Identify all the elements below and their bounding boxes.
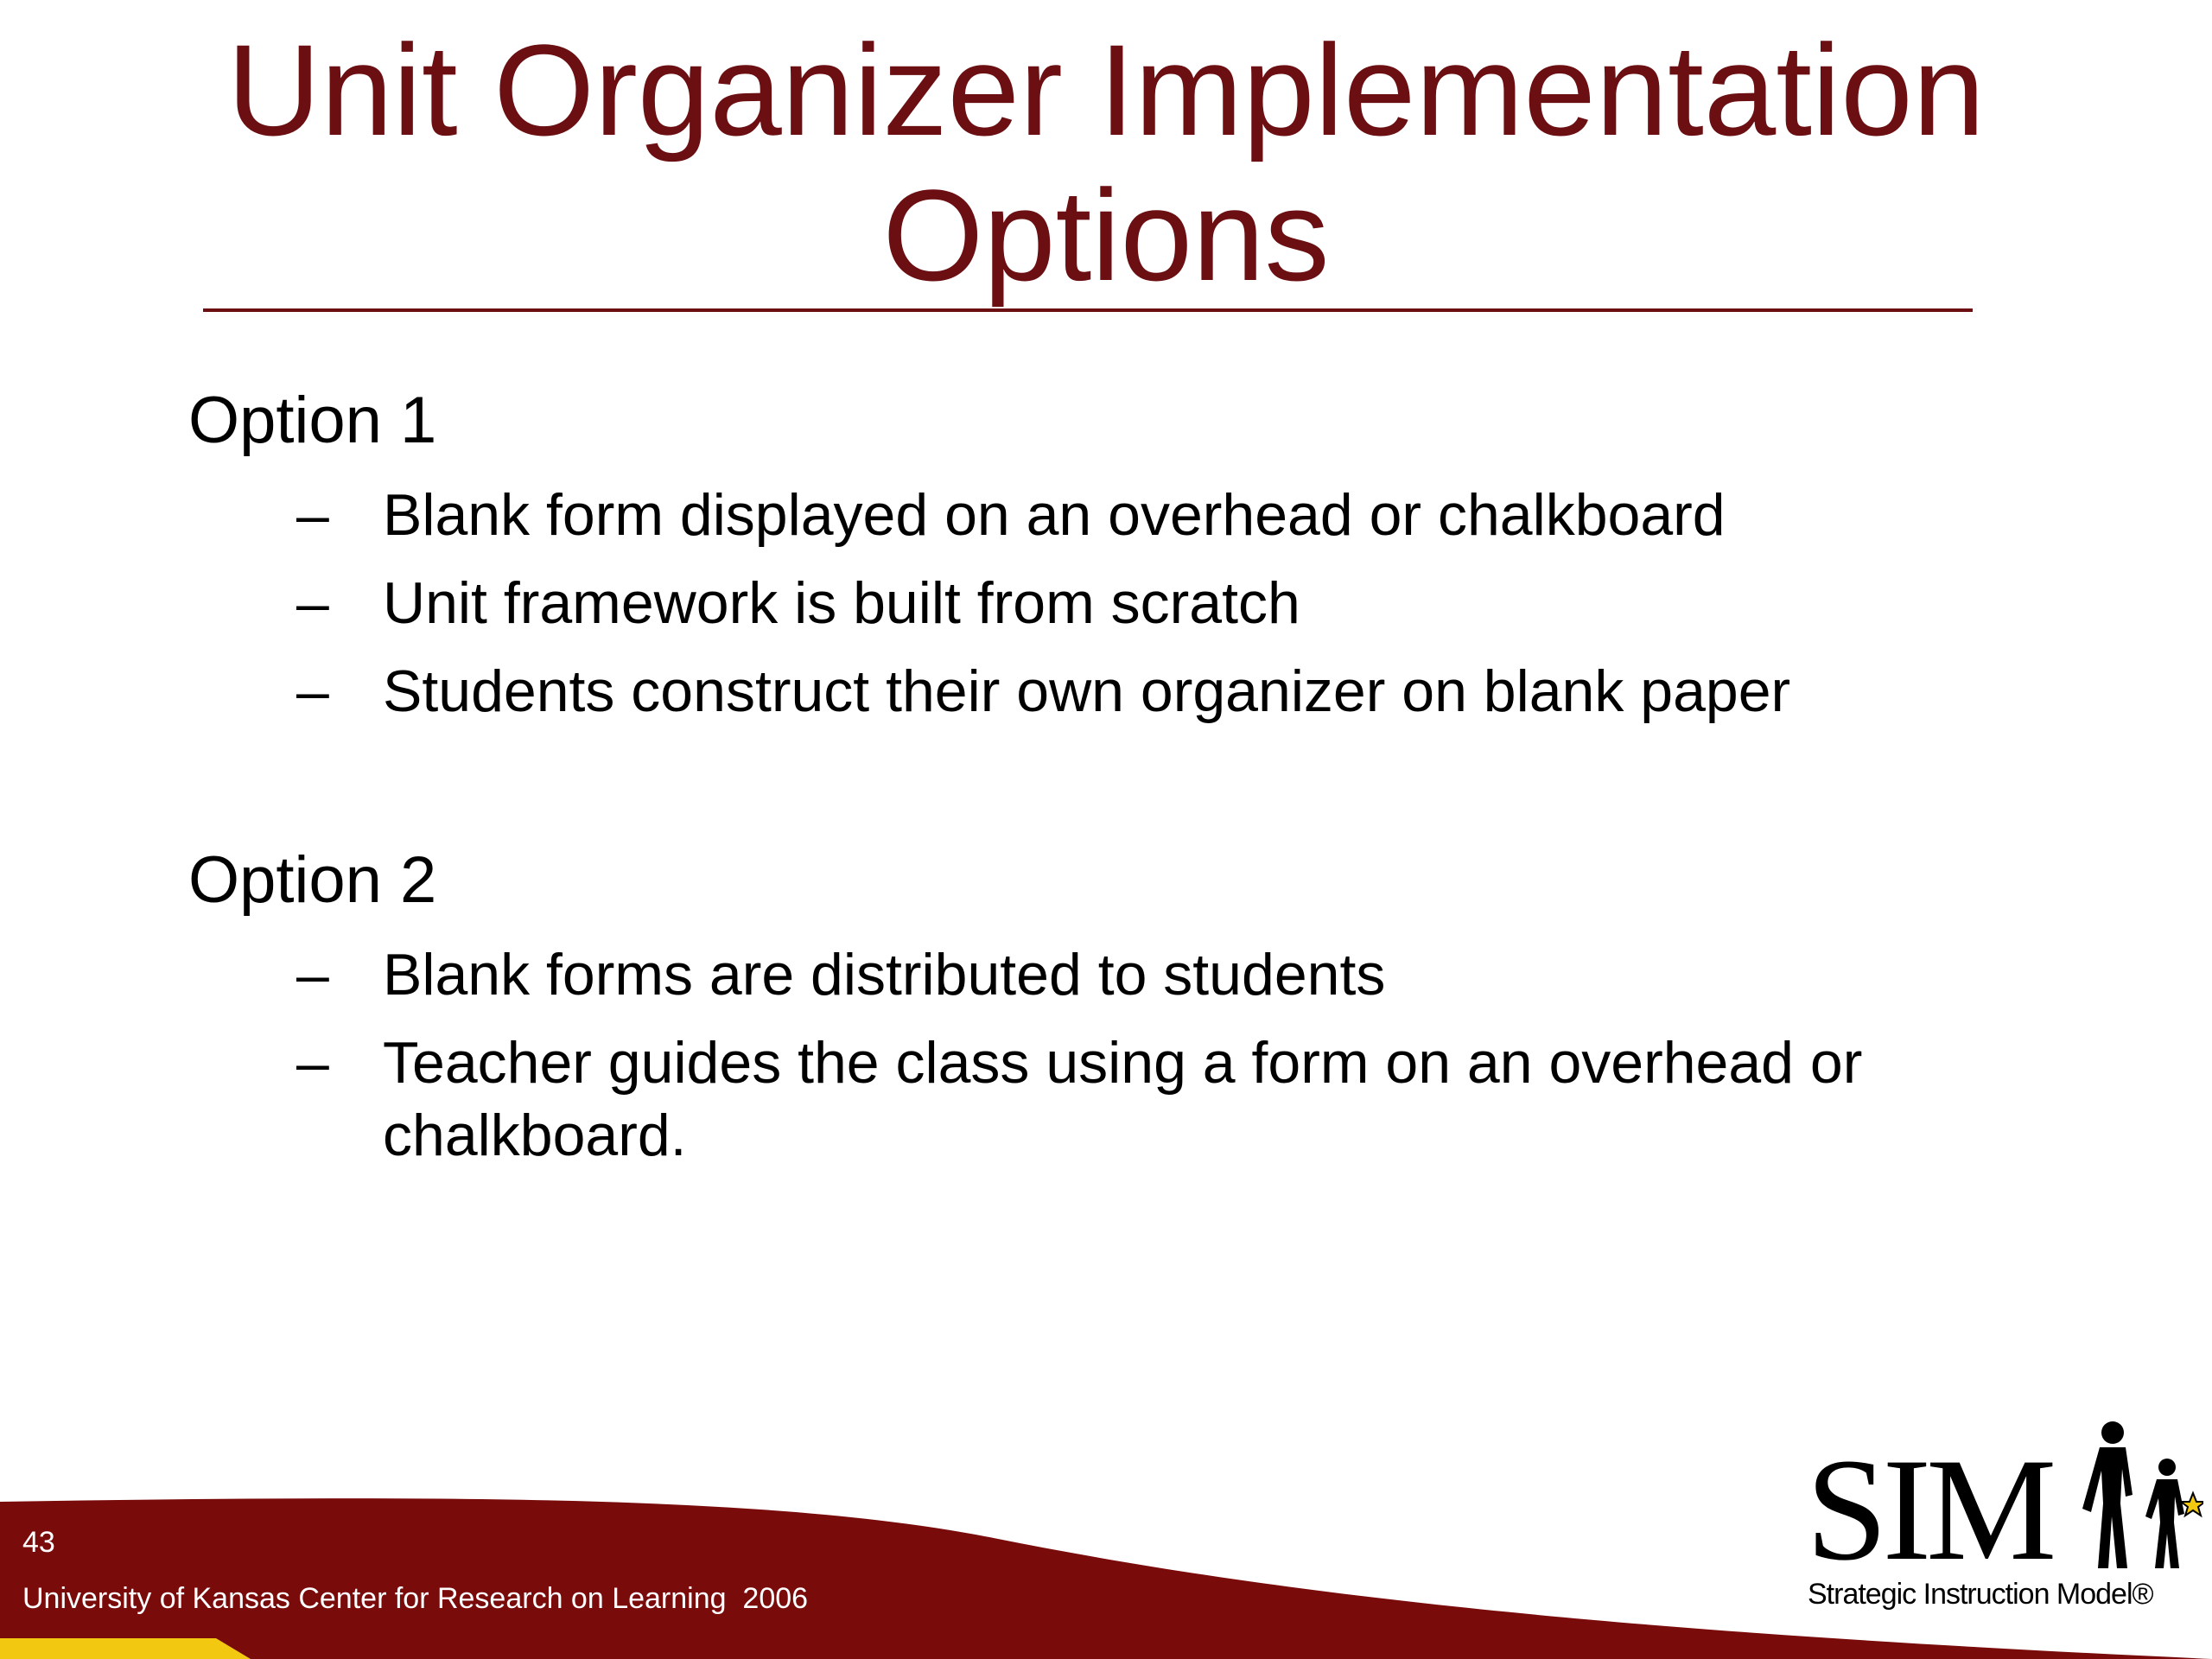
option-2-heading: Option 2 [188,843,437,917]
option-1-bullet-2: – Unit framework is built from scratch [296,567,2007,639]
family-figures-icon [2065,1417,2203,1573]
option-1-bullet-3: – Students construct their own organizer on blank paper [296,655,2007,728]
option-2-bullet-2: – Teacher guides the class using a form on an overhead or chalkboard. [296,1027,2094,1172]
slide-title [130,17,2082,308]
title-line-1: Unit Organizer Implementation [226,17,1986,162]
page-number: 43 [22,1526,55,1559]
option-1-bullet-1: – Blank form displayed on an overhead or chalkboard [296,479,2007,551]
sim-logo [1806,1417,2203,1616]
title-divider [203,308,1973,312]
logo-tagline: Strategic Instruction Model® [1808,1578,2153,1611]
bullet-dash: – [296,482,329,548]
logo-word: SIM [1806,1428,2052,1591]
title-line-2: Options [882,162,1330,308]
bullet-dash: – [296,570,329,636]
bullet-dash: – [296,942,329,1007]
bullet-dash: – [296,658,329,724]
bullet-dash: – [296,1030,329,1096]
option-1-heading: Option 1 [188,384,437,457]
footer-credit: University of Kansas Center for Research on Learning 2006 [22,1582,809,1615]
option-2-bullet-1: – Blank forms are distributed to students [296,938,2007,1011]
